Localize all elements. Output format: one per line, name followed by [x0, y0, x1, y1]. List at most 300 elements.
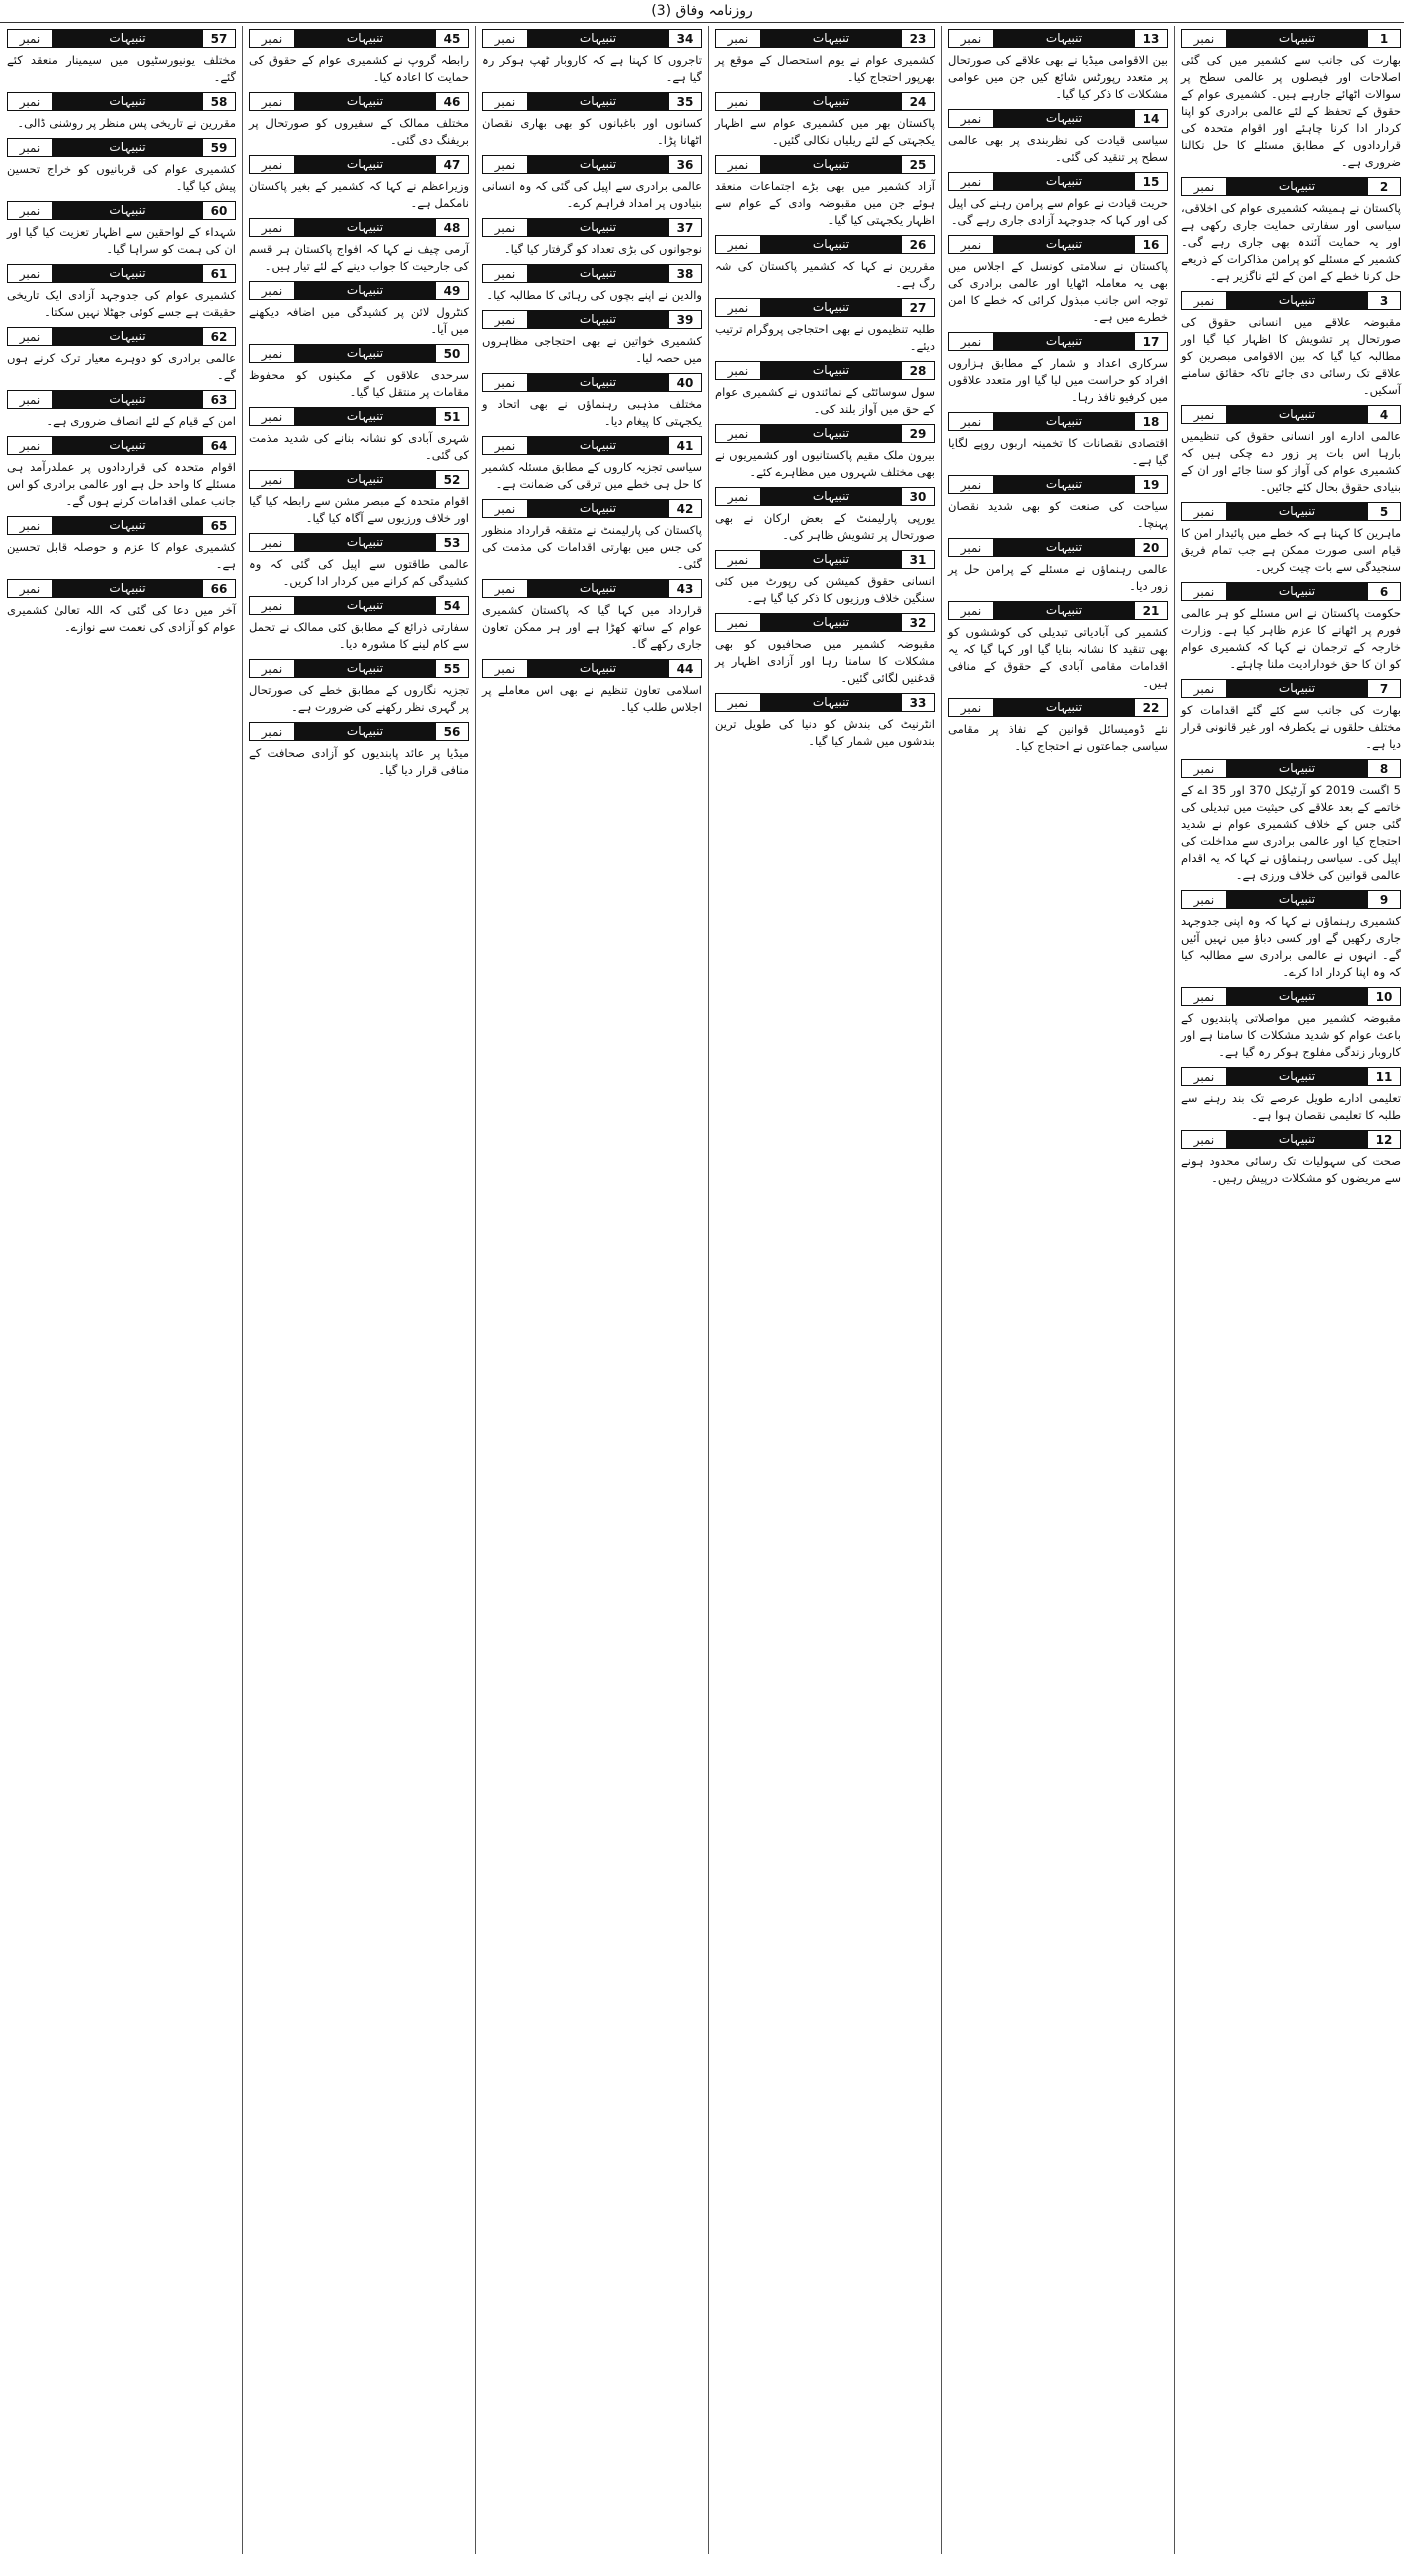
article-category: تنبیہات [761, 235, 901, 254]
article-number: 56 [435, 722, 469, 741]
article-text: یورپی پارلیمنٹ کے بعض ارکان نے بھی صورتحال پر تشویش ظاہر کی۔ [715, 511, 935, 542]
article-number: 64 [202, 436, 236, 455]
article-header-bar [948, 109, 1168, 128]
article-item [948, 412, 1168, 469]
article-category: تنبیہات [528, 92, 668, 111]
article-category: تنبیہات [1227, 177, 1367, 196]
article-number: 12 [1367, 1130, 1401, 1149]
article-text: کسانوں اور باغبانوں کو بھی بھاری نقصان اٹھانا پڑا۔ [482, 116, 702, 147]
article-text: مختلف مذہبی رہنماؤں نے بھی اتحاد و یکجہتی کا پیغام دیا۔ [482, 397, 702, 428]
article-side-label: نمبر [249, 533, 295, 552]
article-text: والدین نے اپنے بچوں کی رہائی کا مطالبہ کیا۔ [486, 288, 702, 302]
article-category: تنبیہات [761, 92, 901, 111]
article-side-label: نمبر [1181, 405, 1227, 424]
article-item [948, 172, 1168, 229]
article-number: 52 [435, 470, 469, 489]
article-header-bar [249, 470, 469, 489]
article-number: 10 [1367, 987, 1401, 1006]
column-separator [1174, 26, 1175, 2554]
article-side-label: نمبر [482, 264, 528, 283]
article-side-label: نمبر [1181, 502, 1227, 521]
article-category: تنبیہات [528, 659, 668, 678]
column-separator [941, 26, 942, 2554]
article-item [249, 29, 469, 86]
article-text: مقررین نے کہا کہ کشمیر پاکستان کی شہ رگ ہے۔ [715, 259, 935, 290]
article-text: عالمی برادری سے اپیل کی گئی کہ وہ انسانی بنیادوں پر امداد فراہم کرے۔ [482, 179, 702, 210]
article-category: تنبیہات [53, 327, 202, 346]
article-number: 19 [1134, 475, 1168, 494]
article-item [482, 436, 702, 493]
article-number: 13 [1134, 29, 1168, 48]
article-header-bar [1181, 679, 1401, 698]
article-side-label: نمبر [948, 698, 994, 717]
article-number: 29 [901, 424, 935, 443]
article-category: تنبیہات [53, 264, 202, 283]
article-text: حریت قیادت نے عوام سے پرامن رہنے کی اپیل کی اور کہا کہ جدوجہد آزادی جاری رہے گی۔ [948, 196, 1168, 227]
article-text: 5 اگست 2019 کو آرٹیکل 370 اور 35 اے کے خاتمے کے بعد علاقے کی حیثیت میں تبدیلی کی گئی جس کے خلاف کشمیری عوام نے شدید احتجاج کیا اور عالمی برادری سے مداخلت کی اپیل کی۔ سیاسی رہنماؤں نے کہا کہ یہ اقدام عالمی قوانین کی خلاف ورزی ہے۔ [1181, 783, 1401, 882]
article-category: تنبیہات [994, 332, 1134, 351]
article-category: تنبیہات [295, 155, 435, 174]
article-side-label: نمبر [249, 722, 295, 741]
article-category: تنبیہات [53, 138, 202, 157]
article-side-label: نمبر [948, 172, 994, 191]
article-number: 59 [202, 138, 236, 157]
article-side-label: نمبر [7, 579, 53, 598]
article-item [1181, 1067, 1401, 1124]
article-number: 4 [1367, 405, 1401, 424]
article-header-bar [1181, 1130, 1401, 1149]
article-side-label: نمبر [948, 235, 994, 254]
article-category: تنبیہات [994, 601, 1134, 620]
column-separator [475, 26, 476, 2554]
article-item [715, 487, 935, 544]
article-header-bar [948, 172, 1168, 191]
article-text: نوجوانوں کی بڑی تعداد کو گرفتار کیا گیا۔ [503, 242, 702, 256]
article-category: تنبیہات [761, 298, 901, 317]
article-item [1181, 890, 1401, 981]
article-item [948, 332, 1168, 406]
article-number: 43 [668, 579, 702, 598]
article-item [1181, 29, 1401, 171]
article-side-label: نمبر [1181, 987, 1227, 1006]
article-header-bar [7, 579, 236, 598]
article-category: تنبیہات [53, 516, 202, 535]
article-side-label: نمبر [249, 344, 295, 363]
article-item [948, 475, 1168, 532]
article-text: انٹرنیٹ کی بندش کو دنیا کی طویل ترین بندشوں میں شمار کیا گیا۔ [715, 717, 935, 748]
article-text: تاجروں کا کہنا ہے کہ کاروبار ٹھپ ہوکر رہ گیا ہے۔ [482, 53, 702, 84]
article-side-label: نمبر [482, 659, 528, 678]
article-item [482, 264, 702, 304]
article-number: 37 [668, 218, 702, 237]
article-item [948, 109, 1168, 166]
article-item [7, 29, 236, 86]
column-3 [712, 26, 938, 2554]
article-side-label: نمبر [482, 218, 528, 237]
article-header-bar [7, 138, 236, 157]
article-text: اقوام متحدہ کے مبصر مشن سے رابطہ کیا گیا اور خلاف ورزیوں سے آگاہ کیا گیا۔ [249, 494, 469, 525]
article-item [249, 533, 469, 590]
article-item [249, 407, 469, 464]
article-side-label: نمبر [249, 470, 295, 489]
article-category: تنبیہات [53, 436, 202, 455]
article-number: 66 [202, 579, 236, 598]
article-text: عالمی ادارے اور انسانی حقوق کی تنظیمیں بارہا اس بات پر زور دے چکی ہیں کہ کشمیری عوام کی آواز کو سنا جائے اور ان کے بنیادی حقوق بحال کئے جائیں۔ [1181, 429, 1401, 494]
column-separator [708, 26, 709, 2554]
article-header-bar [715, 298, 935, 317]
article-category: تنبیہات [528, 436, 668, 455]
article-category: تنبیہات [994, 412, 1134, 431]
article-number: 51 [435, 407, 469, 426]
article-number: 14 [1134, 109, 1168, 128]
article-header-bar [482, 579, 702, 598]
article-number: 20 [1134, 538, 1168, 557]
article-number: 26 [901, 235, 935, 254]
article-number: 33 [901, 693, 935, 712]
article-header-bar [249, 281, 469, 300]
article-header-bar [948, 412, 1168, 431]
column-5 [246, 26, 472, 2554]
article-category: تنبیہات [295, 659, 435, 678]
article-number: 21 [1134, 601, 1168, 620]
article-header-bar [7, 264, 236, 283]
article-side-label: نمبر [1181, 291, 1227, 310]
article-header-bar [715, 424, 935, 443]
article-item [948, 698, 1168, 755]
article-number: 39 [668, 310, 702, 329]
article-category: تنبیہات [1227, 1130, 1367, 1149]
article-header-bar [249, 722, 469, 741]
article-text: کشمیری عوام کی قربانیوں کو خراج تحسین پیش کیا گیا۔ [7, 162, 236, 193]
article-number: 6 [1367, 582, 1401, 601]
article-text: سیاحت کی صنعت کو بھی شدید نقصان پہنچا۔ [948, 499, 1168, 530]
article-side-label: نمبر [1181, 1067, 1227, 1086]
article-category: تنبیہات [295, 533, 435, 552]
article-text: مقبوضہ علاقے میں انسانی حقوق کی صورتحال پر تشویش کا اظہار کیا گیا اور مطالبہ کیا گیا کہ بین الاقوامی مبصرین کو علاقے تک رسائی دی جائے تاکہ حقائق سامنے آسکیں۔ [1181, 315, 1401, 397]
article-header-bar [715, 693, 935, 712]
article-number: 58 [202, 92, 236, 111]
article-number: 38 [668, 264, 702, 283]
article-item [1181, 405, 1401, 496]
article-header-bar [1181, 987, 1401, 1006]
column-4 [479, 26, 705, 2554]
article-header-bar [7, 29, 236, 48]
article-item [948, 29, 1168, 103]
article-text: کشمیری رہنماؤں نے کہا کہ وہ اپنی جدوجہد جاری رکھیں گے اور کسی دباؤ میں نہیں آئیں گے۔ انہوں نے عالمی برادری سے مطالبہ کیا کہ وہ اپنا کردار ادا کرے۔ [1181, 914, 1401, 979]
article-text: کشمیری عوام کی جدوجہد آزادی ایک تاریخی حقیقت ہے جسے کوئی جھٹلا نہیں سکتا۔ [7, 288, 236, 319]
article-item [1181, 759, 1401, 884]
article-side-label: نمبر [7, 201, 53, 220]
article-item [715, 29, 935, 86]
article-item [249, 596, 469, 653]
article-side-label: نمبر [482, 92, 528, 111]
article-item [715, 298, 935, 355]
article-category: تنبیہات [528, 310, 668, 329]
article-header-bar [948, 601, 1168, 620]
article-header-bar [249, 344, 469, 363]
article-header-bar [1181, 1067, 1401, 1086]
article-text: آزاد کشمیر میں بھی بڑے اجتماعات منعقد ہوئے جن میں مقبوضہ وادی کے عوام سے اظہار یکجہتی کیا گیا۔ [715, 179, 935, 227]
article-category: تنبیہات [295, 596, 435, 615]
article-header-bar [482, 29, 702, 48]
article-header-bar [715, 361, 935, 380]
article-header-bar [482, 499, 702, 518]
article-side-label: نمبر [715, 29, 761, 48]
article-number: 47 [435, 155, 469, 174]
article-category: تنبیہات [528, 155, 668, 174]
article-side-label: نمبر [948, 601, 994, 620]
article-item [948, 538, 1168, 595]
article-header-bar [715, 550, 935, 569]
article-category: تنبیہات [1227, 502, 1367, 521]
article-number: 22 [1134, 698, 1168, 717]
article-item [7, 327, 236, 384]
article-header-bar [249, 596, 469, 615]
article-text: پاکستان کی پارلیمنٹ نے متفقہ قرارداد منظور کی جس میں بھارتی اقدامات کی مذمت کی گئی۔ [482, 523, 702, 571]
article-number: 25 [901, 155, 935, 174]
article-text: عالمی طاقتوں سے اپیل کی گئی کہ وہ کشیدگی کم کرانے میں کردار ادا کریں۔ [249, 557, 469, 588]
article-side-label: نمبر [948, 29, 994, 48]
article-category: تنبیہات [528, 579, 668, 598]
article-category: تنبیہات [761, 29, 901, 48]
article-side-label: نمبر [715, 613, 761, 632]
article-text: بین الاقوامی میڈیا نے بھی علاقے کی صورتحال پر متعدد رپورٹس شائع کیں جن میں عوامی مشکلات کا ذکر کیا گیا۔ [948, 53, 1168, 101]
article-side-label: نمبر [715, 550, 761, 569]
article-category: تنبیہات [994, 109, 1134, 128]
article-number: 23 [901, 29, 935, 48]
article-item [482, 499, 702, 573]
article-side-label: نمبر [7, 516, 53, 535]
article-side-label: نمبر [482, 310, 528, 329]
article-item [249, 722, 469, 779]
article-item [715, 155, 935, 229]
article-number: 28 [901, 361, 935, 380]
article-category: تنبیہات [761, 550, 901, 569]
article-category: تنبیہات [994, 172, 1134, 191]
article-category: تنبیہات [53, 390, 202, 409]
article-category: تنبیہات [994, 698, 1134, 717]
article-category: تنبیہات [761, 361, 901, 380]
article-header-bar [249, 407, 469, 426]
article-side-label: نمبر [249, 407, 295, 426]
article-text: آخر میں دعا کی گئی کہ اللہ تعالیٰ کشمیری عوام کو آزادی کی نعمت سے نوازے۔ [7, 603, 236, 634]
column-1 [1178, 26, 1404, 2554]
article-item [249, 470, 469, 527]
article-number: 40 [668, 373, 702, 392]
article-side-label: نمبر [715, 92, 761, 111]
column-separator [242, 26, 243, 2554]
article-text: سول سوسائٹی کے نمائندوں نے کشمیری عوام کے حق میں آواز بلند کی۔ [715, 385, 935, 416]
article-header-bar [482, 436, 702, 455]
article-text: سرکاری اعداد و شمار کے مطابق ہزاروں افراد کو حراست میں لیا گیا اور متعدد علاقوں میں کرفیو نافذ رہا۔ [948, 356, 1168, 404]
article-side-label: نمبر [1181, 759, 1227, 778]
article-side-label: نمبر [7, 29, 53, 48]
article-number: 17 [1134, 332, 1168, 351]
article-item [1181, 987, 1401, 1061]
article-number: 35 [668, 92, 702, 111]
article-number: 15 [1134, 172, 1168, 191]
article-category: تنبیہات [53, 579, 202, 598]
article-number: 1 [1367, 29, 1401, 48]
article-text: عالمی برادری کو دوہرے معیار ترک کرنے ہوں گے۔ [7, 351, 236, 382]
article-item [1181, 177, 1401, 285]
article-item [7, 516, 236, 573]
article-side-label: نمبر [249, 218, 295, 237]
article-side-label: نمبر [1181, 177, 1227, 196]
article-item [715, 361, 935, 418]
article-header-bar [715, 92, 935, 111]
article-category: تنبیہات [994, 29, 1134, 48]
article-number: 61 [202, 264, 236, 283]
article-side-label: نمبر [1181, 890, 1227, 909]
article-category: تنبیہات [1227, 987, 1367, 1006]
article-header-bar [7, 92, 236, 111]
article-side-label: نمبر [7, 264, 53, 283]
article-category: تنبیہات [761, 155, 901, 174]
article-item [715, 693, 935, 750]
article-category: تنبیہات [295, 218, 435, 237]
article-side-label: نمبر [948, 538, 994, 557]
article-text: بیرون ملک مقیم پاکستانیوں اور کشمیریوں نے بھی مختلف شہروں میں مظاہرے کئے۔ [715, 448, 935, 479]
article-header-bar [715, 487, 935, 506]
article-number: 62 [202, 327, 236, 346]
article-text: سرحدی علاقوں کے مکینوں کو محفوظ مقامات پر منتقل کیا گیا۔ [249, 368, 469, 399]
article-item [482, 310, 702, 367]
article-header-bar [948, 538, 1168, 557]
article-text: شہری آبادی کو نشانہ بنانے کی شدید مذمت کی گئی۔ [249, 431, 469, 462]
article-item [715, 613, 935, 687]
article-header-bar [482, 264, 702, 283]
article-side-label: نمبر [1181, 582, 1227, 601]
article-side-label: نمبر [7, 92, 53, 111]
article-side-label: نمبر [249, 596, 295, 615]
article-number: 18 [1134, 412, 1168, 431]
article-text: انسانی حقوق کمیشن کی رپورٹ میں کئی سنگین خلاف ورزیوں کا ذکر کیا گیا ہے۔ [715, 574, 935, 605]
article-category: تنبیہات [1227, 291, 1367, 310]
article-category: تنبیہات [994, 538, 1134, 557]
article-header-bar [482, 92, 702, 111]
article-category: تنبیہات [761, 693, 901, 712]
article-text: سیاسی تجزیہ کاروں کے مطابق مسئلہ کشمیر کا حل ہی خطے میں ترقی کی ضمانت ہے۔ [482, 460, 702, 491]
article-number: 11 [1367, 1067, 1401, 1086]
article-header-bar [1181, 582, 1401, 601]
article-number: 34 [668, 29, 702, 48]
article-number: 46 [435, 92, 469, 111]
article-header-bar [1181, 759, 1401, 778]
article-side-label: نمبر [482, 373, 528, 392]
article-side-label: نمبر [715, 424, 761, 443]
article-category: تنبیہات [528, 29, 668, 48]
article-item [7, 92, 236, 132]
article-side-label: نمبر [249, 155, 295, 174]
article-number: 65 [202, 516, 236, 535]
column-2 [945, 26, 1171, 2554]
article-category: تنبیہات [528, 499, 668, 518]
article-text: نئے ڈومیسائل قوانین کے نفاذ پر مقامی سیاسی جماعتوں نے احتجاج کیا۔ [948, 722, 1168, 753]
article-category: تنبیہات [761, 613, 901, 632]
article-header-bar [715, 155, 935, 174]
article-category: تنبیہات [528, 373, 668, 392]
article-item [249, 155, 469, 212]
article-side-label: نمبر [249, 281, 295, 300]
article-number: 31 [901, 550, 935, 569]
article-category: تنبیہات [528, 264, 668, 283]
article-side-label: نمبر [715, 235, 761, 254]
article-item [7, 579, 236, 636]
article-text: طلبہ تنظیموں نے بھی احتجاجی پروگرام ترتیب دیئے۔ [715, 322, 935, 353]
article-number: 48 [435, 218, 469, 237]
article-item [482, 218, 702, 258]
article-category: تنبیہات [53, 92, 202, 111]
article-item [715, 92, 935, 149]
article-number: 41 [668, 436, 702, 455]
article-text: کنٹرول لائن پر کشیدگی میں اضافہ دیکھنے میں آیا۔ [249, 305, 469, 336]
article-side-label: نمبر [948, 475, 994, 494]
article-text: بھارت کی جانب سے کئے گئے اقدامات کو مختلف حلقوں نے یکطرفہ اور غیر قانونی قرار دیا ہے۔ [1181, 703, 1401, 751]
article-item [482, 373, 702, 430]
article-header-bar [7, 390, 236, 409]
article-header-bar [249, 218, 469, 237]
article-text: سیاسی قیادت کی نظربندی پر بھی عالمی سطح پر تنقید کی گئی۔ [948, 133, 1168, 164]
article-item [482, 659, 702, 716]
article-item [249, 281, 469, 338]
article-header-bar [948, 475, 1168, 494]
article-text: مختلف یونیورسٹیوں میں سیمینار منعقد کئے گئے۔ [7, 53, 236, 84]
article-side-label: نمبر [482, 579, 528, 598]
article-category: تنبیہات [295, 92, 435, 111]
article-category: تنبیہات [295, 281, 435, 300]
article-item [7, 390, 236, 430]
article-item [715, 424, 935, 481]
article-number: 2 [1367, 177, 1401, 196]
article-category: تنبیہات [994, 475, 1134, 494]
article-number: 30 [901, 487, 935, 506]
article-side-label: نمبر [7, 138, 53, 157]
article-side-label: نمبر [482, 155, 528, 174]
article-side-label: نمبر [715, 693, 761, 712]
article-item [948, 235, 1168, 326]
article-header-bar [7, 327, 236, 346]
article-item [482, 155, 702, 212]
article-number: 53 [435, 533, 469, 552]
article-number: 16 [1134, 235, 1168, 254]
article-header-bar [1181, 890, 1401, 909]
article-text: سفارتی ذرائع کے مطابق کئی ممالک نے تحمل سے کام لینے کا مشورہ دیا۔ [249, 620, 469, 651]
article-text: حکومت پاکستان نے اس مسئلے کو ہر عالمی فورم پر اٹھانے کا عزم ظاہر کیا ہے۔ وزارت خارجہ کے ترجمان نے کہا کہ کشمیری عوام کو ان کا حق خودارادیت ملنا چاہئے۔ [1181, 606, 1401, 671]
article-side-label: نمبر [249, 659, 295, 678]
article-side-label: نمبر [715, 487, 761, 506]
article-header-bar [1181, 291, 1401, 310]
article-text: مقبوضہ کشمیر میں صحافیوں کو بھی مشکلات کا سامنا رہا اور آزادی اظہار پر قدغنیں لگائی گئیں۔ [715, 637, 935, 685]
article-item [1181, 502, 1401, 576]
article-text: اقوام متحدہ کی قراردادوں پر عملدرآمد ہی مسئلے کا واحد حل ہے اور عالمی برادری کو اس جانب عملی اقدامات کرنے ہوں گے۔ [7, 460, 236, 508]
article-number: 44 [668, 659, 702, 678]
article-header-bar [948, 698, 1168, 717]
article-item [7, 138, 236, 195]
article-category: تنبیہات [994, 235, 1134, 254]
article-category: تنبیہات [528, 218, 668, 237]
article-text: مقبوضہ کشمیر میں مواصلاتی پابندیوں کے باعث عوام کو شدید مشکلات کا سامنا ہے اور کاروبار زندگی مفلوج ہوکر رہ گیا ہے۔ [1181, 1011, 1401, 1059]
article-number: 45 [435, 29, 469, 48]
article-number: 60 [202, 201, 236, 220]
article-text: کشمیری خواتین نے بھی احتجاجی مظاہروں میں حصہ لیا۔ [482, 334, 702, 365]
article-side-label: نمبر [7, 390, 53, 409]
article-item [715, 235, 935, 292]
article-side-label: نمبر [948, 109, 994, 128]
article-item [715, 550, 935, 607]
article-header-bar [482, 310, 702, 329]
article-header-bar [7, 201, 236, 220]
